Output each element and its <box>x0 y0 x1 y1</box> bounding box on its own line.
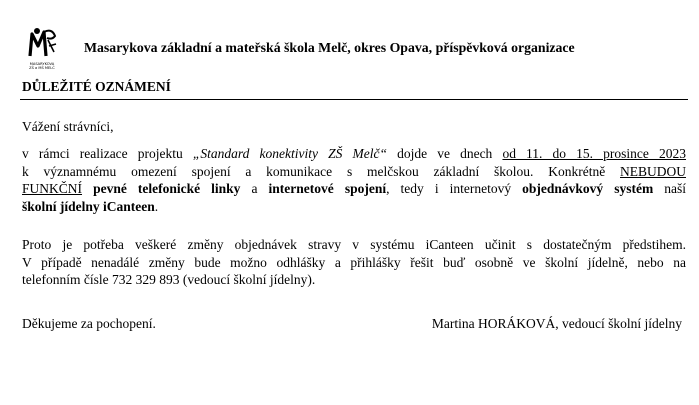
school-logo <box>22 26 62 72</box>
project-name: „Standard konektivity ZŠ Melč“ <box>192 146 387 161</box>
ordering-system-label: objednávkový systém <box>522 181 654 196</box>
paragraph-instructions <box>22 236 686 289</box>
school-name: Masarykova základní a mateřská škola Melč, okres Opava, příspěvková organizace <box>84 40 575 55</box>
paragraph-line: v rámci realizace projektu „Standard konektivity ZŠ Melč“ dojde ve dnech od 11. do 15. prosince 2023 <box>22 146 687 161</box>
paragraph-line: školní jídelny iCanteen. <box>22 198 159 214</box>
paragraph-line: Proto je potřeba veškeré změny objednávek stravy v systému iCanteen učinit s dostatečným předstihem. <box>22 237 686 252</box>
logo-text-line1: MASARYKOVA <box>29 62 55 66</box>
paragraph-line: telefonním čísle 732 329 893 (vedoucí školní jídelny). <box>22 272 316 287</box>
paragraph-line: FUNKČNÍ pevné telefonické linky a internetové spojení, tedy i internetový objednávkový systém naší <box>22 181 687 196</box>
phone-lines-label: pevné telefonické linky <box>93 181 241 196</box>
paragraph-project-notice <box>22 145 686 215</box>
heading-divider <box>20 99 688 100</box>
logo-text-line2: ZŠ a MŠ MELČ <box>29 66 55 70</box>
signature: Martina HORÁKOVÁ, vedoucí školní jídelny <box>431 316 682 331</box>
notice-heading: DŮLEŽITÉ OZNÁMENÍ <box>22 79 171 94</box>
salutation: Vážení strávníci, <box>22 119 114 134</box>
internet-label: internetové spojení <box>268 181 387 196</box>
school-logo-icon <box>22 26 62 62</box>
paragraph-line: k významnému omezení spojení a komunikace s melčskou základní školou. Konkrétně NEBUDOU <box>22 163 686 179</box>
closing-thanks: Děkujeme za pochopení. <box>22 316 156 331</box>
canteen-name: školní jídelny iCanteen <box>22 198 155 214</box>
outage-dates: od 11. do 15. prosince 2023 <box>502 146 687 161</box>
not-working-emphasis-cont: FUNKČNÍ <box>22 181 83 196</box>
paragraph-line: V případě nenadálé změny bude možno odhlášky a přihlášky řešit buď osobně ve školní jídelně, nebo na <box>22 254 686 270</box>
not-working-emphasis: NEBUDOU <box>620 163 686 179</box>
